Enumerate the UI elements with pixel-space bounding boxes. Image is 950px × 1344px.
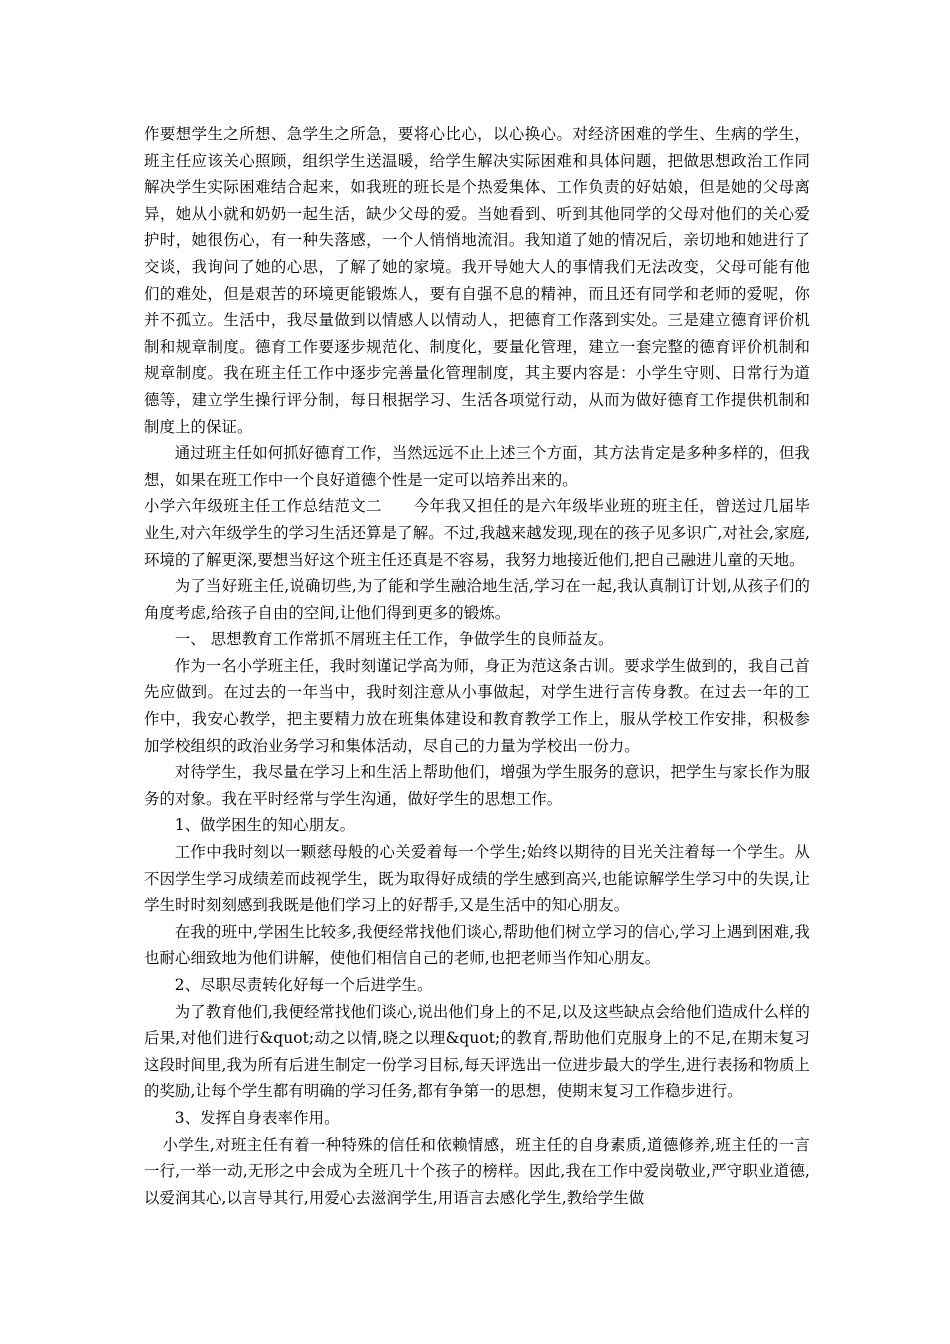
heading-item-3: 3、发挥自身表率作用。 <box>174 1108 340 1127</box>
paragraph-10: 在我的班中,学困生比较多,我便经常找他们谈心,帮助他们树立学习的信心,学习上遇到困难,我也耐心细致地为他们讲解，使他们相信自己的老师,也把老师当作知心朋友。 <box>144 922 810 968</box>
paragraph-2: 通过班主任如何抓好德育工作，当然远远不止上述三个方面，其方法肯定是多种多样的，但我想，如果在班工作中一个良好道德个性是一定可以培养出来的。 <box>144 444 810 489</box>
paragraph-12: 为了教育他们,我便经常找他们谈心,说出他们身上的不足,以及这些缺点会给他们造成什么样的后果,对他们进行&quot;动之以情,晓之以理&quot;的教育,帮助他们克服身上的不足,在期末复习这段时间里,我为所有后进生制定一份学习目标,每天评选出一位进步最大的学生,进行表扬和物质上的奖励,让每个学生都有明确的学习任务,都有争第一的思想，使期末复习工作稳步进行。 <box>144 1002 810 1101</box>
heading-item-1: 1、做学困生的知心朋友。 <box>174 816 356 835</box>
paragraph-1: 作要想学生之所想、急学生之所急，要将心比心，以心换心。对经济困难的学生、生病的学生，班主任应该关心照顾，组织学生送温暖，给学生解决实际困难和具体问题，把做思想政治工作同解决学生实际困难结合起来，如我班的班长是个热爱集体、工作负责的好姑娘，但是她的父母离异，她从小就和奶奶一起生活，缺少父母的爱。当她看到、听到其他同学的父母对他们的关心爱护时，她很伤心，有一种失落感，一个人悄悄地流泪。我知道了她的情况后，亲切地和她进行了交谈，我询问了她的心思，了解了她的家境。我开导她大人的事情我们无法改变，父母可能有他们的难处，但是艰苦的环境更能锻炼人，要有自强不息的精神，而且还有同学和老师的爱呢，你并不孤立。生活中，我尽量做到以情感人以情动人，把德育工作落到实处。三是建立德育评价机制和规章制度。德育工作要逐步规范化、制度化，要量化管理，建立一套完整的德育评价机制和规章制度。我在班主任工作中逐步完善量化管理制度，其主要内容是：小学生守则、日常行为道德等，建立学生操行评分制，每日根据学习、生活各项觉行动，从而为做好德育工作提供机制和制度上的保证。 <box>144 125 810 436</box>
paragraph-7: 对待学生，我尽量在学习上和生活上帮助他们，增强为学生服务的意识，把学生与家长作为服务的对象。我在平时经常与学生沟通，做好学生的思想工作。 <box>144 763 810 808</box>
paragraph-6: 作为一名小学班主任，我时刻谨记学高为师，身正为范这条古训。要求学生做到的，我自己首先应做到。在过去的一年当中，我时刻注意从小事做起，对学生进行言传身教。在过去一年的工作中，我安心教学，把主要精力放在班集体建设和教育教学工作上，服从学校工作安排，积极参加学校组织的政治业务学习和集体活动，尽自己的力量为学校出一份力。 <box>144 656 810 755</box>
paragraph-4: 为了当好班主任,说确切些,为了能和学生融洽地生活,学习在一起,我认真制订计划,从孩子们的角度考虑,给孩子自由的空间,让他们得到更多的锻炼。 <box>144 577 810 622</box>
paragraph-9: 工作中我时刻以一颗慈母般的心关爱着每一个学生;始终以期待的目光关注着每一个学生。从不因学生学习成绩差而歧视学生，既为取得好成绩的学生感到高兴,也能谅解学生学习中的失误,让学生时时刻刻感到我既是他们学习上的好帮手,又是生活中的知心朋友。 <box>144 843 810 915</box>
paragraph-3-section-title: 小学六年级班主任工作总结范文二 今年我又担任的是六年级毕业班的班主任，曾送过几届毕业生,对六年级学生的学习生活还算是了解。不过,我越来越发现,现在的孩子见多识广,对社会,家庭,环境的了解更深,要想当好这个班主任还真是不容易，我努力地接近他们,把自己融进儿童的天地。 <box>144 497 810 569</box>
heading-item-2: 2、尽职尽责转化好每一个后进学生。 <box>174 976 433 994</box>
heading-section-one: 一、 思想教育工作常抓不屑班主任工作，争做学生的良师益友。 <box>174 630 614 649</box>
document-page <box>144 121 810 1211</box>
paragraph-14: 小学生,对班主任有着一种特殊的信任和依赖情感，班主任的自身素质,道德修养,班主任的一言一行,一举一动,无形之中会成为全班几十个孩子的榜样。因此,我在工作中爱岗敬业,严守职业道德,以爱润其心,以言导其行,用爱心去滋润学生,用语言去感化学生,教给学生做 <box>144 1135 810 1207</box>
